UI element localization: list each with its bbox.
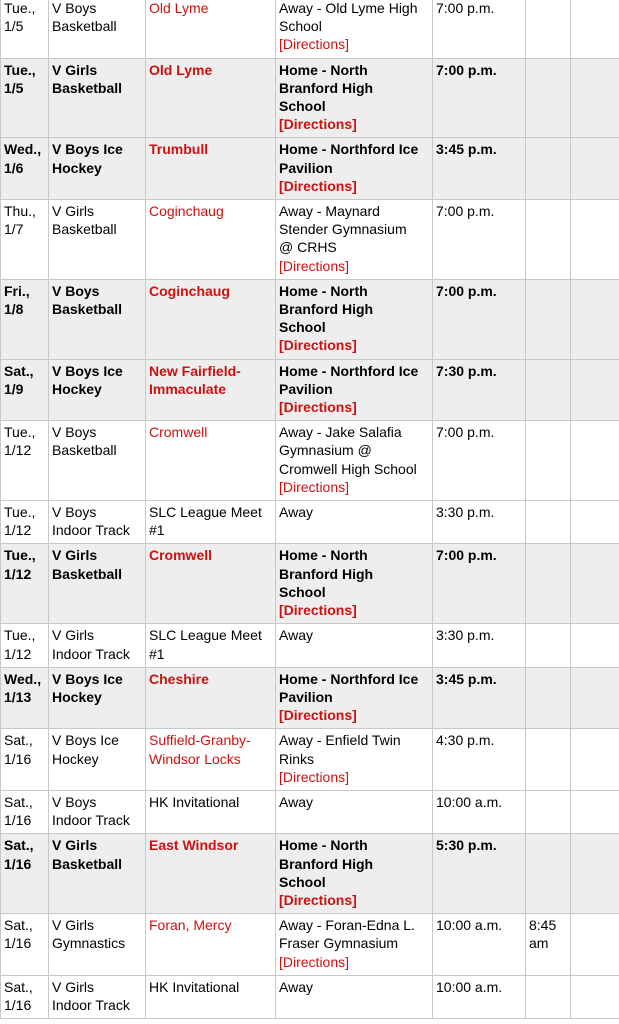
opponent-cell	[146, 279, 276, 359]
cell-line: V Girls	[52, 978, 94, 995]
blank-cell	[571, 834, 619, 914]
opponent-cell	[146, 790, 276, 833]
table-row	[1, 58, 619, 138]
date-cell	[1, 544, 49, 624]
cell-line: School	[279, 319, 326, 336]
opponent-cell	[146, 421, 276, 501]
cell-line: Sat.,	[4, 837, 34, 854]
cell-line: 1/12	[4, 565, 32, 582]
cell-line: Tue.,	[4, 0, 36, 16]
cell-line: Pavilion	[279, 159, 333, 176]
cell-line: Home - Northford Ice	[279, 362, 419, 379]
time-text: 7:30 p.m.	[436, 362, 497, 379]
cell-line: Fraser Gymnasium	[279, 935, 399, 952]
cell-line: Fri.,	[4, 282, 30, 299]
cell-line: 1/16	[4, 935, 32, 952]
team-cell	[49, 138, 146, 200]
date-cell	[1, 834, 49, 914]
team-cell	[49, 667, 146, 729]
location-cell	[276, 501, 433, 544]
cell-line: V Boys Ice	[52, 732, 119, 749]
extra-cell	[526, 0, 571, 58]
cell-line: Sat.,	[4, 978, 33, 995]
time-text: 4:30 p.m.	[436, 732, 495, 749]
directions-link[interactable]: [Directions]	[279, 36, 350, 53]
cell-line: V Boys	[52, 282, 100, 299]
time-text: 7:00 p.m.	[436, 0, 495, 16]
cell-line: 1/7	[4, 221, 24, 238]
cell-line: Gymnastics	[52, 935, 126, 952]
cell-line: Basketball	[52, 301, 123, 318]
table-row	[1, 667, 619, 729]
location-cell	[276, 0, 433, 58]
time-text: 3:45 p.m.	[436, 670, 497, 687]
time-cell	[433, 914, 526, 976]
cell-line: Branford High	[279, 855, 374, 872]
blank-cell	[571, 200, 619, 280]
blank-cell	[571, 359, 619, 421]
time-cell	[433, 624, 526, 667]
table-row	[1, 501, 619, 544]
date-cell	[1, 279, 49, 359]
cell-line: Indoor Track	[52, 996, 130, 1013]
cell-line: Rinks	[279, 750, 315, 767]
team-cell	[49, 279, 146, 359]
opponent-link[interactable]: Foran, Mercy	[149, 917, 232, 934]
time-cell	[433, 421, 526, 501]
time-text: 7:00 p.m.	[436, 547, 497, 564]
date-cell	[1, 200, 49, 280]
time-text: 7:00 p.m.	[436, 61, 497, 78]
cell-line: Pavilion	[279, 380, 333, 397]
location-cell	[276, 914, 433, 976]
cell-line: School	[279, 18, 322, 35]
table-row	[1, 834, 619, 914]
extra-time: 8:45 am	[529, 917, 557, 952]
time-text: 3:30 p.m.	[436, 627, 495, 644]
date-cell	[1, 0, 49, 58]
cell-line: Indoor Track	[52, 522, 130, 539]
cell-line: Away	[279, 978, 313, 995]
cell-line: Away - Jake Salafia	[279, 424, 402, 441]
date-cell	[1, 501, 49, 544]
location-cell	[276, 58, 433, 138]
cell-line: Sat.,	[4, 793, 33, 810]
schedule-rows	[1, 0, 619, 1019]
table-row	[1, 624, 619, 667]
cell-line: Home - North	[279, 837, 368, 854]
cell-line: V Boys Ice	[52, 362, 123, 379]
time-cell	[433, 58, 526, 138]
date-cell	[1, 790, 49, 833]
location-cell	[276, 624, 433, 667]
cell-line: Indoor Track	[52, 812, 130, 829]
time-text: 5:30 p.m.	[436, 837, 497, 854]
cell-line: Away	[279, 504, 313, 521]
location-cell	[276, 834, 433, 914]
blank-cell	[571, 279, 619, 359]
cell-line: 1/5	[4, 18, 24, 35]
table-row	[1, 0, 619, 58]
time-cell	[433, 544, 526, 624]
time-cell	[433, 975, 526, 1018]
cell-line: School	[279, 583, 326, 600]
cell-line: V Girls	[52, 61, 98, 78]
location-cell	[276, 667, 433, 729]
opponent-link[interactable]: Cromwell	[149, 547, 213, 564]
cell-line: Home - North	[279, 282, 368, 299]
blank-cell	[571, 914, 619, 976]
blank-cell	[571, 624, 619, 667]
cell-line: V Girls	[52, 203, 94, 220]
time-text: 7:00 p.m.	[436, 424, 495, 441]
cell-line: Basketball	[52, 442, 117, 459]
directions-link[interactable]: [Directions]	[279, 707, 357, 724]
extra-cell	[526, 834, 571, 914]
location-cell	[276, 279, 433, 359]
location-cell	[276, 138, 433, 200]
cell-line: Tue.,	[4, 61, 36, 78]
opponent-link[interactable]: Coginchaug	[149, 282, 230, 299]
cell-line: Tue.,	[4, 504, 36, 521]
cell-line: Cromwell High School	[279, 460, 417, 477]
table-row	[1, 729, 619, 791]
extra-cell	[526, 501, 571, 544]
time-cell	[433, 200, 526, 280]
blank-cell	[571, 501, 619, 544]
team-cell	[49, 834, 146, 914]
cell-line: Branford High	[279, 79, 374, 96]
extra-cell	[526, 975, 571, 1018]
opponent-cell	[146, 624, 276, 667]
extra-cell	[526, 729, 571, 791]
table-row	[1, 200, 619, 280]
opponent-link[interactable]: Old Lyme	[149, 0, 209, 16]
location-cell	[276, 421, 433, 501]
time-text: 3:30 p.m.	[436, 504, 495, 521]
extra-cell	[526, 359, 571, 421]
extra-cell	[526, 421, 571, 501]
opponent-link[interactable]: New Fairfield- Immaculate	[149, 362, 241, 397]
cell-line: 1/6	[4, 159, 24, 176]
cell-line: V Boys Ice	[52, 670, 123, 687]
opponent-cell	[146, 667, 276, 729]
cell-line: Tue.,	[4, 424, 36, 441]
extra-cell	[526, 544, 571, 624]
cell-line: V Boys Ice	[52, 141, 123, 158]
opponent-name: HK Invitational	[149, 978, 240, 995]
cell-line: V Boys	[52, 424, 97, 441]
team-cell	[49, 58, 146, 138]
time-cell	[433, 790, 526, 833]
blank-cell	[571, 790, 619, 833]
cell-line: Tue.,	[4, 547, 36, 564]
cell-line: Home - North	[279, 61, 368, 78]
extra-cell	[526, 667, 571, 729]
opponent-link[interactable]: Cromwell	[149, 424, 208, 441]
cell-line: V Boys	[52, 793, 97, 810]
opponent-link[interactable]: Cheshire	[149, 670, 209, 687]
cell-line: V Boys	[52, 504, 97, 521]
location-cell	[276, 975, 433, 1018]
cell-line: Home - North	[279, 547, 368, 564]
opponent-cell	[146, 544, 276, 624]
cell-line: Away	[279, 627, 313, 644]
team-cell	[49, 790, 146, 833]
cell-line: Home - Northford Ice	[279, 670, 419, 687]
blank-cell	[571, 0, 619, 58]
cell-line: Hockey	[52, 159, 102, 176]
cell-line: 1/12	[4, 645, 32, 662]
date-cell	[1, 729, 49, 791]
table-row	[1, 279, 619, 359]
cell-line: V Girls	[52, 547, 98, 564]
directions-link[interactable]: [Directions]	[279, 768, 350, 785]
blank-cell	[571, 138, 619, 200]
cell-line: V Boys	[52, 0, 97, 16]
opponent-cell	[146, 138, 276, 200]
extra-cell	[526, 58, 571, 138]
opponent-name: SLC League Meet #1	[149, 504, 262, 539]
cell-line: Gymnasium @	[279, 442, 372, 459]
opponent-name: SLC League Meet #1	[149, 627, 262, 662]
blank-cell	[571, 667, 619, 729]
cell-line: 1/12	[4, 442, 32, 459]
cell-line: Away - Enfield Twin	[279, 732, 401, 749]
opponent-link[interactable]: East Windsor	[149, 837, 239, 854]
location-cell	[276, 729, 433, 791]
team-cell	[49, 0, 146, 58]
date-cell	[1, 624, 49, 667]
cell-line: 1/5	[4, 79, 24, 96]
cell-line: Stender Gymnasium	[279, 221, 407, 238]
cell-line: Wed.,	[4, 141, 42, 158]
table-row	[1, 975, 619, 1018]
cell-line: 1/12	[4, 522, 32, 539]
team-cell	[49, 359, 146, 421]
location-cell	[276, 544, 433, 624]
cell-line: Tue.,	[4, 627, 36, 644]
date-cell	[1, 421, 49, 501]
cell-line: Home - Northford Ice	[279, 141, 419, 158]
date-cell	[1, 359, 49, 421]
team-cell	[49, 975, 146, 1018]
date-cell	[1, 975, 49, 1018]
opponent-link[interactable]: Suffield-Granby- Windsor Locks	[149, 732, 251, 767]
time-cell	[433, 667, 526, 729]
cell-line: Basketball	[52, 79, 123, 96]
date-cell	[1, 138, 49, 200]
cell-line: Away - Maynard	[279, 203, 380, 220]
cell-line: Sat.,	[4, 362, 34, 379]
opponent-cell	[146, 914, 276, 976]
blank-cell	[571, 729, 619, 791]
cell-line: Branford High	[279, 301, 374, 318]
team-cell	[49, 421, 146, 501]
cell-line: Thu.,	[4, 203, 36, 220]
directions-link[interactable]: [Directions]	[279, 399, 357, 416]
directions-link[interactable]: [Directions]	[279, 337, 357, 354]
time-text: 3:45 p.m.	[436, 141, 497, 158]
time-cell	[433, 138, 526, 200]
cell-line: Basketball	[52, 565, 123, 582]
time-cell	[433, 834, 526, 914]
directions-link[interactable]: [Directions]	[279, 891, 357, 908]
cell-line: @ CRHS	[279, 239, 337, 256]
extra-cell	[526, 138, 571, 200]
table-row	[1, 359, 619, 421]
directions-link[interactable]: [Directions]	[279, 177, 357, 194]
table-row	[1, 138, 619, 200]
team-cell	[49, 501, 146, 544]
opponent-cell	[146, 729, 276, 791]
cell-line: Hockey	[52, 750, 99, 767]
extra-cell	[526, 624, 571, 667]
extra-cell	[526, 200, 571, 280]
date-cell	[1, 58, 49, 138]
cell-line: Basketball	[52, 221, 117, 238]
team-cell	[49, 200, 146, 280]
opponent-cell	[146, 0, 276, 58]
time-text: 7:00 p.m.	[436, 203, 495, 220]
team-cell	[49, 544, 146, 624]
team-cell	[49, 624, 146, 667]
date-cell	[1, 914, 49, 976]
opponent-cell	[146, 359, 276, 421]
cell-line: Away - Old Lyme High	[279, 0, 418, 16]
directions-link[interactable]: [Directions]	[279, 953, 350, 970]
table-row	[1, 790, 619, 833]
directions-link[interactable]: [Directions]	[279, 478, 350, 495]
team-cell	[49, 729, 146, 791]
blank-cell	[571, 975, 619, 1018]
directions-link[interactable]: [Directions]	[279, 257, 350, 274]
opponent-link[interactable]: Coginchaug	[149, 203, 224, 220]
time-text: 10:00 a.m.	[436, 793, 503, 810]
directions-link[interactable]: [Directions]	[279, 116, 357, 133]
time-cell	[433, 359, 526, 421]
table-row	[1, 421, 619, 501]
cell-line: Away - Foran-Edna L.	[279, 917, 415, 934]
cell-line: School	[279, 873, 326, 890]
time-cell	[433, 729, 526, 791]
location-cell	[276, 790, 433, 833]
cell-line: Hockey	[52, 380, 102, 397]
cell-line: V Girls	[52, 627, 94, 644]
cell-line: V Girls	[52, 917, 94, 934]
opponent-cell	[146, 834, 276, 914]
cell-line: 1/16	[4, 996, 32, 1013]
location-cell	[276, 359, 433, 421]
cell-line: Indoor Track	[52, 645, 130, 662]
extra-cell	[526, 914, 571, 976]
cell-line: Basketball	[52, 855, 123, 872]
time-cell	[433, 501, 526, 544]
opponent-cell	[146, 975, 276, 1018]
extra-cell	[526, 790, 571, 833]
table-row	[1, 914, 619, 976]
opponent-cell	[146, 58, 276, 138]
blank-cell	[571, 58, 619, 138]
cell-line: Branford High	[279, 565, 374, 582]
blank-cell	[571, 544, 619, 624]
cell-line: Wed.,	[4, 670, 42, 687]
date-cell	[1, 667, 49, 729]
cell-line: School	[279, 98, 326, 115]
cell-line: 1/16	[4, 855, 32, 872]
extra-cell	[526, 279, 571, 359]
cell-line: Away	[279, 793, 313, 810]
directions-link[interactable]: [Directions]	[279, 602, 357, 619]
cell-line: Sat.,	[4, 732, 33, 749]
opponent-link[interactable]: Trumbull	[149, 141, 209, 158]
location-cell	[276, 200, 433, 280]
opponent-link[interactable]: Old Lyme	[149, 61, 213, 78]
cell-line: Sat.,	[4, 917, 33, 934]
table-row	[1, 544, 619, 624]
cell-line: 1/13	[4, 688, 32, 705]
team-cell	[49, 914, 146, 976]
cell-line: Pavilion	[279, 688, 333, 705]
cell-line: Basketball	[52, 18, 117, 35]
blank-cell	[571, 421, 619, 501]
time-text: 10:00 a.m.	[436, 917, 503, 934]
time-cell	[433, 0, 526, 58]
opponent-cell	[146, 200, 276, 280]
opponent-cell	[146, 501, 276, 544]
cell-line: 1/16	[4, 812, 32, 829]
cell-line: Hockey	[52, 688, 102, 705]
cell-line: V Girls	[52, 837, 98, 854]
cell-line: 1/9	[4, 380, 24, 397]
time-text: 7:00 p.m.	[436, 282, 497, 299]
cell-line: 1/8	[4, 301, 24, 318]
opponent-name: HK Invitational	[149, 793, 240, 810]
time-cell	[433, 279, 526, 359]
time-text: 10:00 a.m.	[436, 978, 503, 995]
cell-line: 1/16	[4, 750, 32, 767]
